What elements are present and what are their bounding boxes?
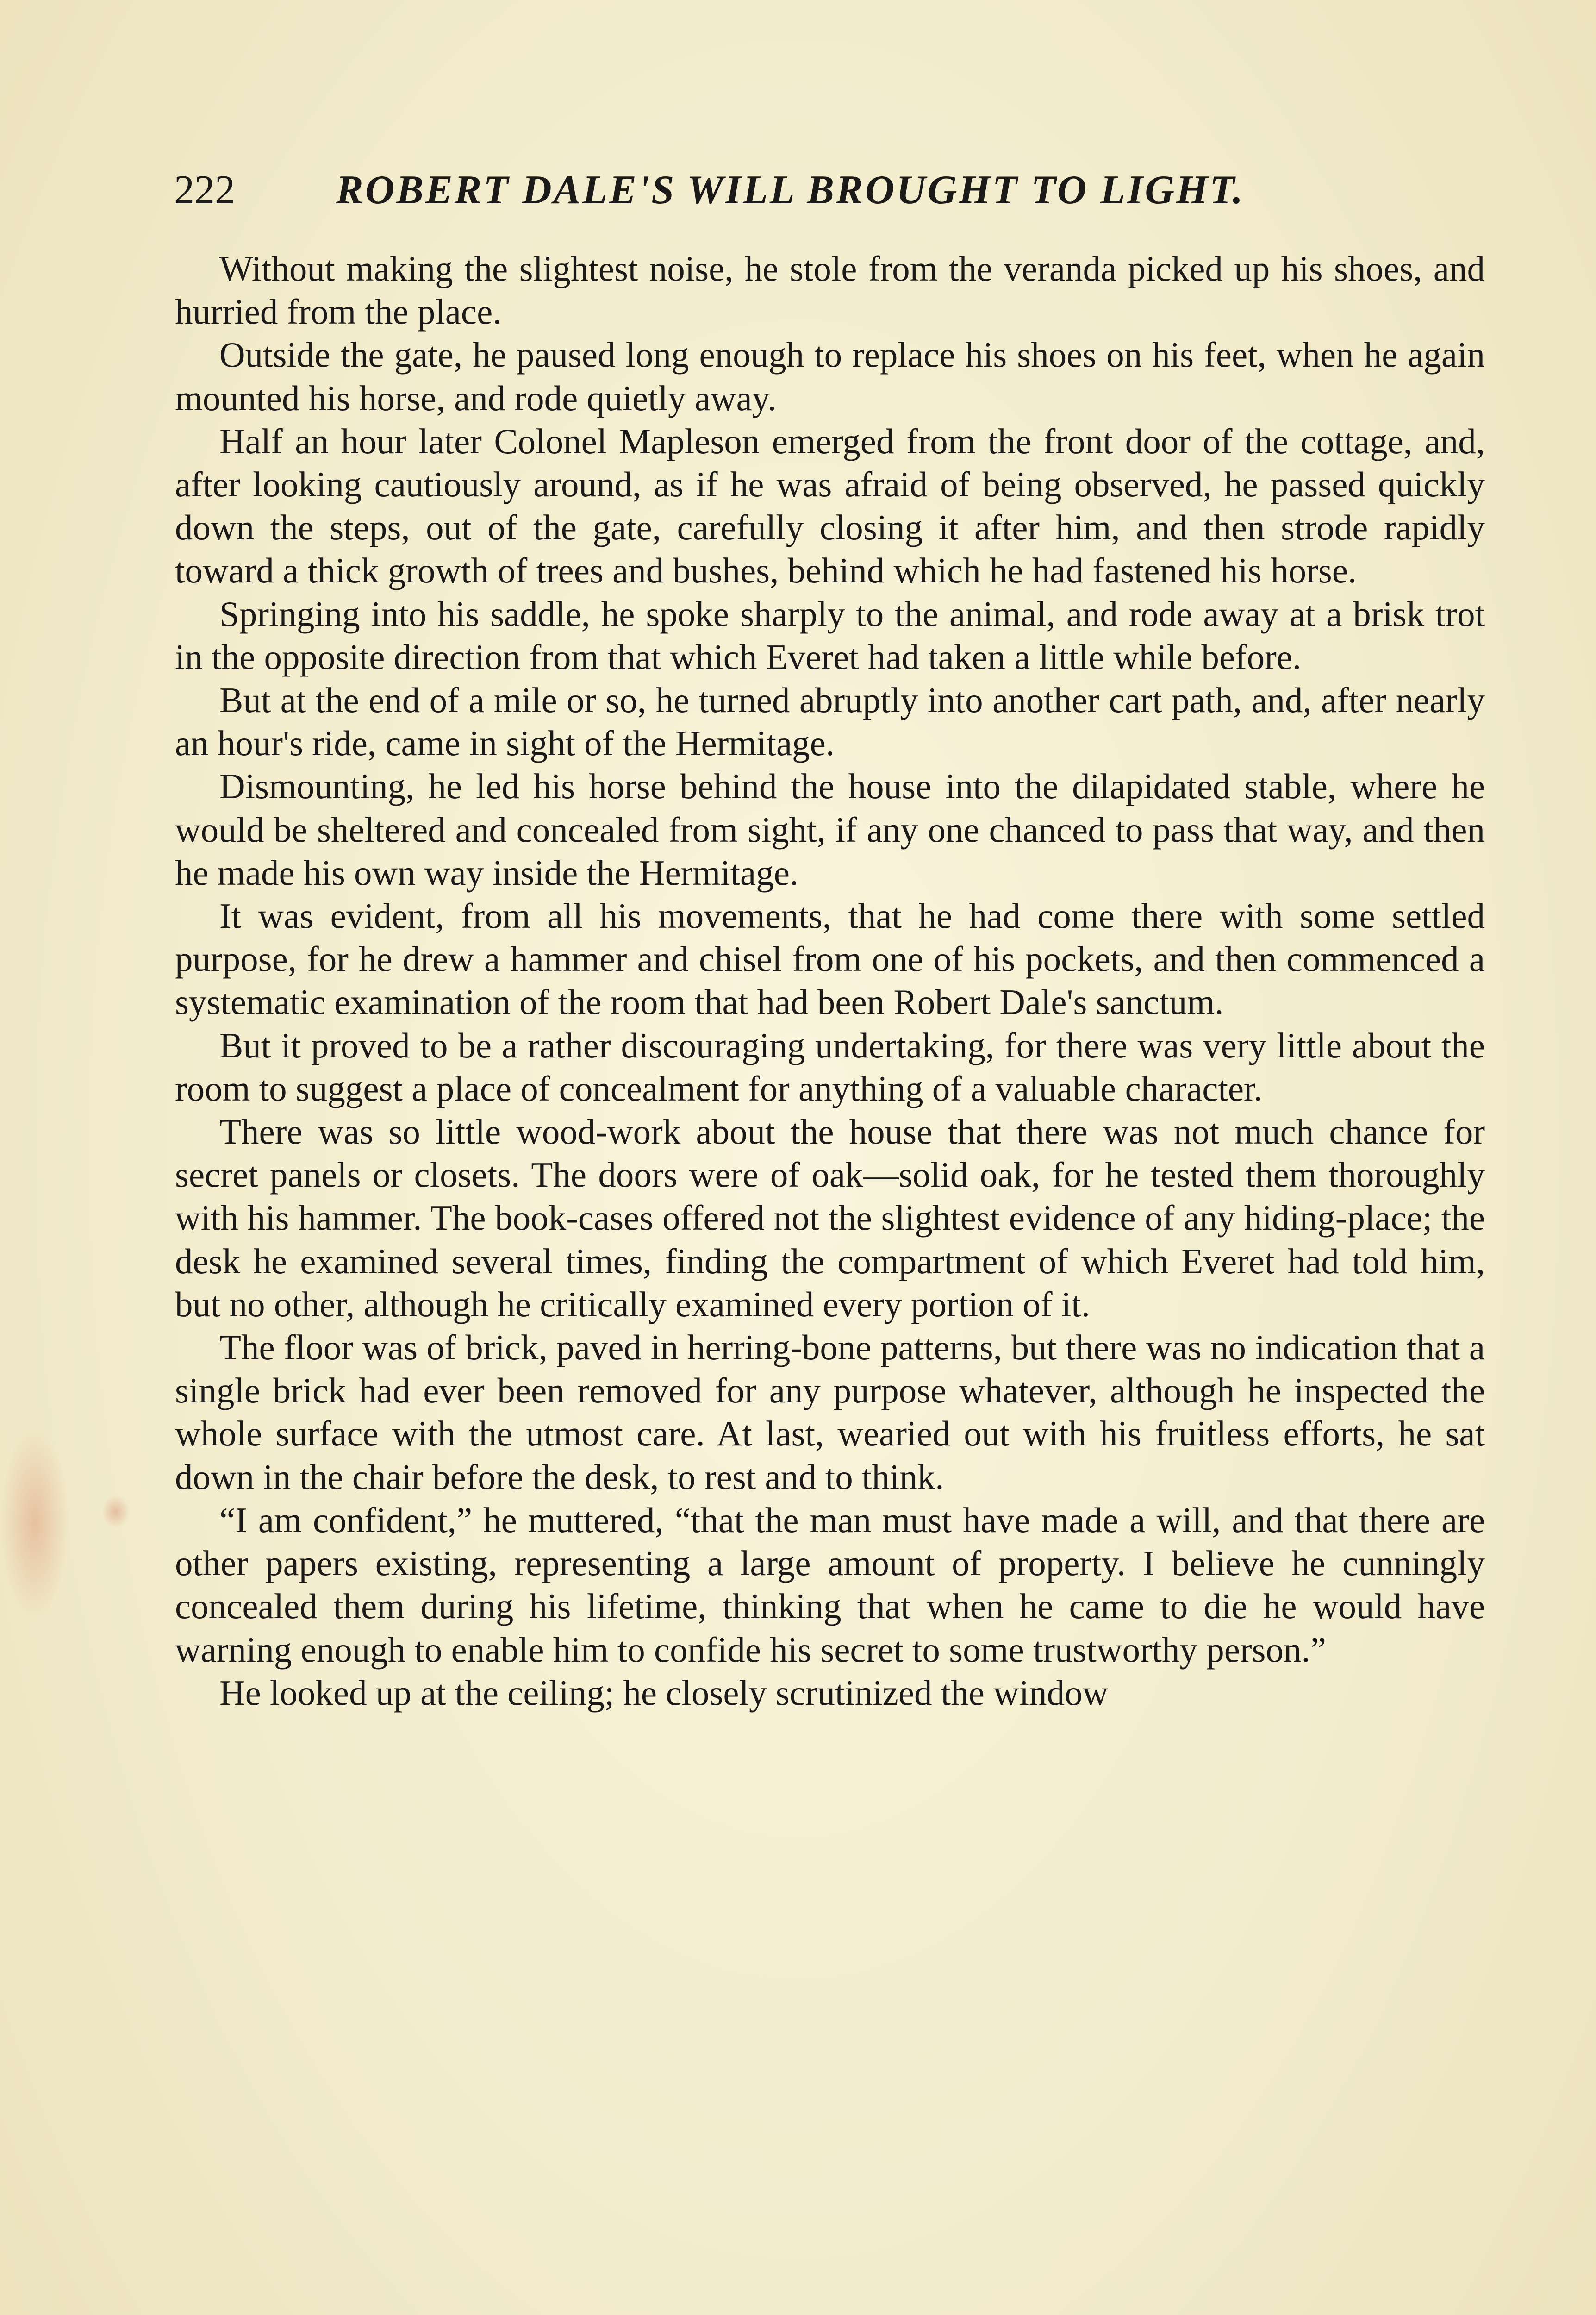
paragraph: Dismounting, he led his horse behind the house into the dilapidated stable, where he would be sheltered and concealed from sight, if any one chanced to pass that way, and then he made his own way inside the Hermitage. bbox=[175, 766, 1485, 893]
paragraph: But at the end of a mile or so, he turned abruptly into another cart path, and, after nearly an hour's ride, came in sight of the Hermitage. bbox=[175, 680, 1485, 763]
paragraph: There was so little wood-work about the house that there was not much chance for secret panels or closets. The doors were of oak—solid oak, for he tested them thoroughly with his hammer. The book-cases offered not the slightest evidence of any hiding-place; the desk he examined several times, finding the compartment of which Everet had told him, but no other, although he critically examined every portion of it. bbox=[175, 1112, 1485, 1324]
paragraph: He looked up at the ceiling; he closely scrutinized the window bbox=[219, 1672, 1109, 1713]
running-title: ROBERT DALE'S WILL BROUGHT TO LIGHT. bbox=[336, 168, 1245, 213]
paragraph: It was evident, from all his movements, that he had come there with some settled purpose, for he drew a hammer and chisel from one of his pockets, and then commenced a systematic examination of the room that had been Robert Dale's sanctum. bbox=[175, 896, 1485, 1022]
paragraph: Without making the slightest noise, he stole from the veranda picked up his shoes, and hurried from the place. bbox=[175, 249, 1485, 332]
running-head bbox=[174, 165, 1359, 216]
foxing-stain bbox=[0, 1426, 69, 1620]
paragraph: Springing into his saddle, he spoke sharply to the animal, and rode away at a brisk trot in the opposite direction from that which Everet had taken a little while before. bbox=[175, 594, 1485, 677]
paragraph: The floor was of brick, paved in herring-bone patterns, but there was no indication that a single brick had ever been removed for any purpose whatever, although he inspected the whole surface with the utmost care. At last, wearied out with his fruitless efforts, he sat down in the chair before the desk, to rest and to think. bbox=[175, 1327, 1485, 1497]
foxing-stain bbox=[102, 1495, 130, 1528]
paragraph: Half an hour later Colonel Mapleson emerged from the front door of the cottage, and, after looking cautiously around, as if he was afraid of being observed, he passed quickly down the steps, out of the gate, carefully closing it after him, and then strode rapidly toward a thick growth of trees and bushes, behind which he had fastened his horse. bbox=[175, 421, 1485, 591]
paragraph: Outside the gate, he paused long enough to replace his shoes on his feet, when he again mounted his horse, and rode quietly away. bbox=[175, 335, 1485, 418]
page-number: 222 bbox=[174, 168, 235, 213]
paragraph: But it proved to be a rather discouraging undertaking, for there was very little about the room to suggest a place of concealment for anything of a valuable character. bbox=[175, 1025, 1485, 1108]
paragraph: “I am confident,” he muttered, “that the man must have made a will, and that there are other papers existing, representing a large amount of property. I believe he cunningly concealed them during his lifetime, thinking that when he came to die he would have warning enough to enable him to confide his secret to some trustworthy person.” bbox=[175, 1500, 1485, 1670]
body-text bbox=[175, 247, 1485, 1714]
